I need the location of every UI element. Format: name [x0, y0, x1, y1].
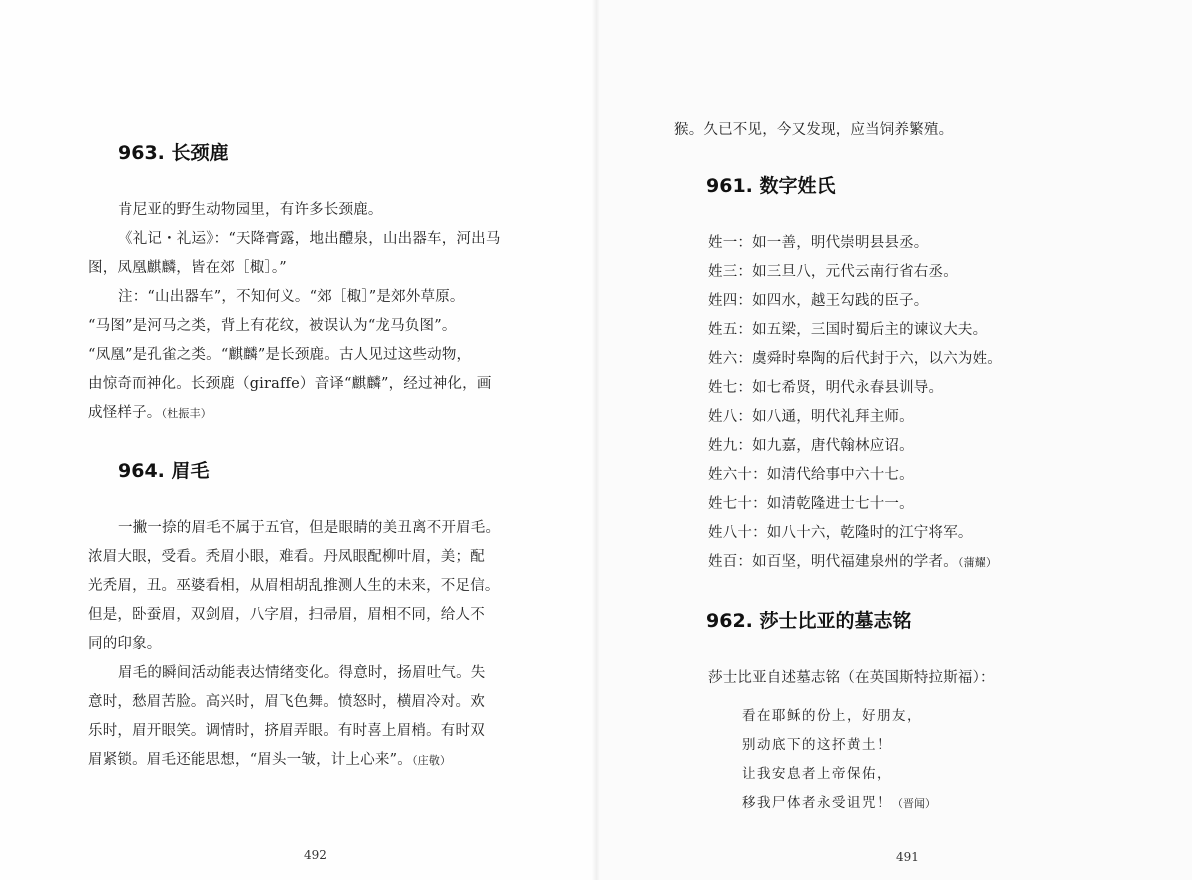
poem-last-line — [742, 791, 936, 811]
entry-964-line: 但是，卧蚕眉，双剑眉，八字眉，扫帚眉，眉相不同，给人不 — [88, 607, 485, 623]
entry-961-author: （蒲耀） — [957, 556, 998, 569]
entry-964-line: 意时，愁眉苦脸。高兴时，眉飞色舞。愤怒时，横眉冷对。欢 — [88, 694, 485, 710]
entry-961-line: 姓六十：如清代给事中六十七。 — [708, 467, 914, 483]
entry-961-line: 姓四：如四水，越王勾践的臣子。 — [708, 293, 929, 309]
entry-963-author: （杜振丰） — [161, 407, 212, 420]
entry-961-line: 姓九：如九嘉，唐代翰林应诏。 — [708, 438, 914, 454]
page-number-left: 492 — [304, 848, 327, 862]
poem-line: 别动底下的这抔黄土！ — [742, 737, 892, 753]
entry-961-line: 姓七十：如清乾隆进士七十一。 — [708, 496, 914, 512]
continuation-text: 猴。久已不见，今又发现，应当饲养繁殖。 — [674, 122, 954, 138]
poem-line: 移我尸体者永受诅咒！ — [742, 795, 892, 811]
poem-line: 看在耶稣的份上，好朋友， — [742, 708, 922, 724]
entry-964-author: （庄敬） — [411, 754, 452, 767]
right-page — [596, 0, 1192, 880]
entry-961-line: 姓一：如一善，明代崇明县县丞。 — [708, 235, 929, 251]
entry-963-line: 成怪样子。 — [88, 405, 162, 421]
entry-961-line: 姓七：如七希贤，明代永春县训导。 — [708, 380, 944, 396]
entry-964-last-line — [88, 748, 451, 769]
entry-961-heading: 961. 数字姓氏 — [706, 175, 836, 197]
entry-963-line: 肯尼亚的野生动物园里，有许多长颈鹿。 — [118, 202, 383, 218]
entry-964-line: 光秃眉，丑。巫婆看相，从眉相胡乱推测人生的未来，不足信。 — [88, 578, 500, 594]
entry-961-line: 姓五：如五梁，三国时蜀后主的谏议大夫。 — [708, 322, 988, 338]
entry-964-line: 乐时，眉开眼笑。调情时，挤眉弄眼。有时喜上眉梢。有时双 — [88, 723, 485, 739]
entry-964-line: 眉紧锁。眉毛还能思想，“眉头一皱，计上心来”。 — [88, 752, 412, 768]
entry-964-line: 眉毛的瞬间活动能表达情绪变化。得意时，扬眉吐气。失 — [118, 665, 486, 681]
entry-963-line: 《礼记・礼运》：“天降膏露，地出醴泉，山出器车，河出马 — [118, 231, 501, 247]
entry-963-heading: 963. 长颈鹿 — [118, 142, 229, 164]
entry-962-heading: 962. 莎士比亚的墓志铭 — [706, 610, 912, 632]
entry-963-line: “马图”是河马之类，背上有花纹，被误认为“龙马负图”。 — [88, 318, 457, 334]
page-number-right: 491 — [896, 850, 919, 864]
entry-961-last-line — [708, 550, 997, 571]
entry-963-line: “凤凰”是孔雀之类。“麒麟”是长颈鹿。古人见过这些动物， — [88, 347, 472, 363]
poem-line: 让我安息者上帝保佑， — [742, 766, 892, 782]
entry-961-line: 姓六：虞舜时皋陶的后代封于六，以六为姓。 — [708, 351, 1002, 367]
entry-962-author: （晋闻） — [892, 797, 936, 810]
entry-963-line: 由惊奇而神化。长颈鹿（giraffe）音译“麒麟”，经过神化，画 — [88, 376, 492, 392]
entry-961-line: 姓八十：如八十六，乾隆时的江宁将军。 — [708, 525, 973, 541]
entry-963-line: 图，凤凰麒麟，皆在郊［棷］。” — [88, 260, 287, 276]
entry-961-line: 姓百：如百坚，明代福建泉州的学者。 — [708, 554, 958, 570]
entry-964-line: 一撇一捺的眉毛不属于五官，但是眼睛的美丑离不开眉毛。 — [118, 520, 501, 536]
entry-963-line: 注：“山出器车”，不知何义。“郊［棷］”是郊外草原。 — [118, 289, 465, 305]
entry-962-intro: 莎士比亚自述墓志铭（在英国斯特拉斯福）： — [708, 670, 995, 686]
entry-963-last-line — [88, 401, 212, 422]
entry-964-line: 浓眉大眼，受看。秃眉小眼，难看。丹凤眼配柳叶眉，美；配 — [88, 549, 485, 565]
entry-964-heading: 964. 眉毛 — [118, 460, 210, 482]
entry-964-line: 同的印象。 — [88, 636, 162, 652]
book-gutter — [592, 0, 600, 880]
entry-961-line: 姓八：如八通，明代礼拜主师。 — [708, 409, 914, 425]
entry-961-line: 姓三：如三旦八，元代云南行省右丞。 — [708, 264, 958, 280]
